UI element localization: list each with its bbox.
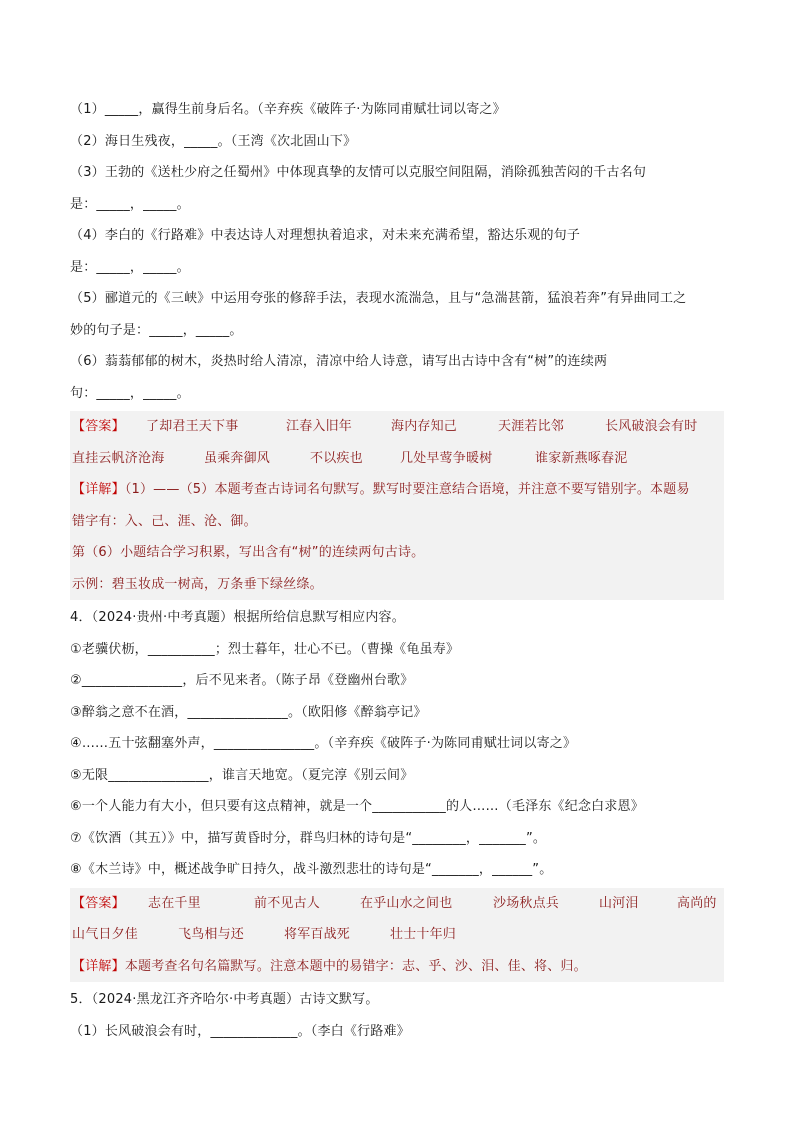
answer-item: 在乎山水之间也 <box>360 895 453 911</box>
document-page <box>70 94 724 1047</box>
answer-row <box>70 411 724 443</box>
q3-line: （4）李白的《行路难》中表达诗人对理想执着追求，对未来充满希望，豁达乐观的句子 <box>70 228 581 243</box>
answer-item: 将军百战死 <box>284 927 351 942</box>
q4-line: ④……五十弦翻塞外声，_______________。（辛弃疾《破阵子·为陈同甫赋壮词以寄之》 <box>70 736 577 751</box>
q4-line: ①老骥伏枥，__________；烈士暮年，壮心不已。（曹操《龟虽寿》 <box>70 641 460 657</box>
answer-tag: 【答案】 <box>72 895 125 911</box>
q3-line: （5）郦道元的《三峡》中运用夸张的修辞手法，表现水流湍急，且与“急湍甚箭，猛浪若奔”有异曲同工之 <box>70 291 687 306</box>
answer-item: 直挂云帆济沧海 <box>72 450 165 466</box>
answer-item: 天涯若比邻 <box>498 419 565 434</box>
detail-line: 【详解】（1）——（5）本题考查古诗词名句默写。默写时要注意结合语境，并注意不要写错别字。本题易 <box>72 482 690 497</box>
answer-row <box>70 443 724 475</box>
answer-item: 海内存知己 <box>391 419 458 434</box>
q4-answer-box <box>70 888 724 983</box>
q4-line: ⑦《饮酒（其五）》中，描写黄昏时分，群鸟归林的诗句是“________，_______”。 <box>70 830 547 846</box>
q4-line: ⑧《木兰诗》中，概述战争旷日持久，战斗激烈悲壮的诗句是“_______，______”。 <box>70 862 553 877</box>
detail-tag: 【详解】 <box>72 958 125 974</box>
answer-item: 沙场秋点兵 <box>493 895 560 911</box>
detail-tag: 【详解】 <box>72 482 125 497</box>
q3-line: （1）_____，赢得生前身后名。（辛弃疾《破阵子·为陈同甫赋壮词以寄之》 <box>70 102 506 117</box>
detail-line: 第（6）小题结合学习积累，写出含有“树”的连续两句古诗。 <box>72 545 425 560</box>
q4-line: ②_______________，后不见来者。（陈子昂《登幽州台歌》 <box>70 673 414 688</box>
q3-line: 是：_____，_____。 <box>70 196 190 212</box>
answer-item: 前不见古人 <box>254 895 321 911</box>
answer-row <box>70 888 724 920</box>
answer-item: 江春入旧年 <box>286 419 353 434</box>
q4-line: ⑤无限_______________，谁言天地宽。（夏完淳《别云间》 <box>70 767 414 783</box>
answer-item: 长风破浪会有时 <box>605 419 698 434</box>
detail-line: 错字有：入、己、涯、沧、御。 <box>72 513 257 529</box>
question-5 <box>70 984 724 1047</box>
question-title: 5．（2024·黑龙江齐齐哈尔·中考真题）古诗文默写。 <box>70 992 379 1007</box>
q4-line: ⑥一个人能力有大小，但只要有这点精神，就是一个___________的人……（毛泽东《纪念白求恩》 <box>70 799 644 814</box>
q3-line: 是：_____，_____。 <box>70 259 190 275</box>
answer-item: 了却君王天下事 <box>146 419 239 434</box>
q3-line: 句：_____，_____。 <box>70 385 190 401</box>
answer-item: 谁家新燕啄春泥 <box>535 450 628 466</box>
q3-answer-box <box>70 411 724 600</box>
question-3-body <box>70 94 724 409</box>
q5-line: （1）长风破浪会有时，_____________。（李白《行路难》 <box>70 1023 410 1039</box>
answer-item: 壮士十年归 <box>390 927 457 942</box>
q3-line: 妙的句子是：_____，_____。 <box>70 322 243 338</box>
answer-item: 山气日夕佳 <box>72 927 139 942</box>
q4-line: ③醉翁之意不在酒，_______________。（欧阳修《醉翁亭记》 <box>70 704 427 720</box>
answer-item: 不以疾也 <box>310 450 363 466</box>
question-title: 4．（2024·贵州·中考真题）根据所给信息默写相应内容。 <box>70 610 405 625</box>
question-4 <box>70 602 724 886</box>
answer-row <box>70 919 724 951</box>
answer-tag: 【答案】 <box>72 419 125 434</box>
answer-item: 高尚的 <box>677 895 717 911</box>
q3-line: （3）王勃的《送杜少府之任蜀州》中体现真挚的友情可以克服空间阻隔，消除孤独苦闷的千古名句 <box>70 165 647 180</box>
answer-item: 志在千里 <box>148 895 201 911</box>
answer-item: 飞鸟相与还 <box>178 927 245 942</box>
answer-item: 几处早莺争暖树 <box>400 450 493 466</box>
answer-item: 山河泪 <box>599 895 639 911</box>
answer-item: 虽乘奔御风 <box>204 450 271 466</box>
detail-line: 示例：碧玉妆成一树高，万条垂下绿丝绦。 <box>72 576 323 592</box>
q3-line: （2）海日生残夜，_____。（王湾《次北固山下》 <box>70 133 357 149</box>
detail-line: 【详解】本题考查名句名篇默写。注意本题中的易错字：志、乎、沙、泪、佳、将、归。 <box>72 958 587 974</box>
q3-line: （6）蓊蓊郁郁的树木，炎热时给人清凉，清凉中给人诗意，请写出古诗中含有“树”的连续两 <box>70 354 608 369</box>
